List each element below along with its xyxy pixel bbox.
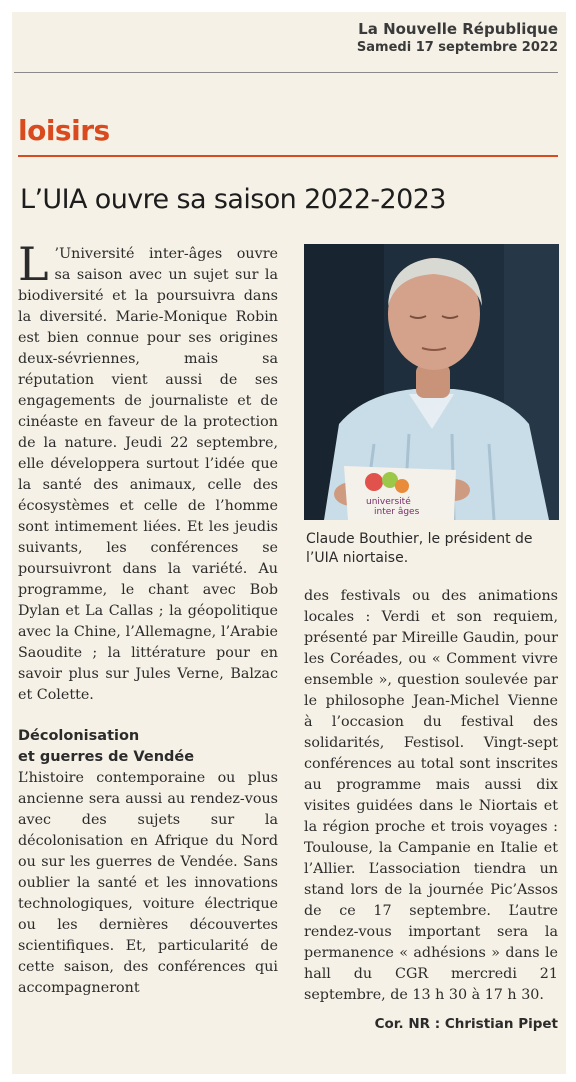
photo-caption: Claude Bouthier, le président de l’UIA niortaise. [306, 531, 533, 566]
newspaper-name: La Nouvelle République [358, 20, 558, 38]
brochure-text-2: inter âges [374, 507, 420, 517]
body-paragraph-left: L’histoire contemporaine ou plus ancienne sera aussi au rendez-vous avec des sujets sur la décolonisation en Afrique du Nord ou sur les guerres de Vendée. Sans oublier la santé et les innovations technologiques, voiture électrique ou les dernières découvertes scientifiques. Et, particularité de cette saison, des conférences qui accompagneront [18, 770, 278, 996]
section-label: loisirs [18, 114, 110, 147]
masthead [357, 20, 558, 56]
intro-text: ’Université inter-âges ouvre sa saison avec un sujet sur la biodiversité et la poursuivra dans la diversité. Marie-Monique Robin est bien connue pour ses origines deux-sévriennes, mais sa réputation vient aussi de ses engagements de journaliste et de cinéaste en faveur de la protection de la nature. Jeudi 22 septembre, elle développera surtout l’idée que la santé des animaux, celle des écosystèmes et celle de l’homme sont intimement liées. Et les jeudis suivants, les conférences se poursuivront dans la variété. Au programme, le chant avec Bob Dylan et La Callas ; la géopolitique avec la Chine, l’Allemagne, l’Arabie Saoudite ; la littérature pour en savoir plus sur Jules Verne, Balzac et Colette. [18, 246, 278, 703]
article-column-left [18, 237, 278, 999]
subheading-line-1: Décolonisation [18, 728, 140, 744]
article-photo [304, 244, 559, 520]
byline: Cor. NR : Christian Pipet [374, 1016, 558, 1032]
masthead-divider [14, 72, 558, 73]
publication-date: Samedi 17 septembre 2022 [356, 40, 558, 55]
article-subheading [18, 726, 278, 768]
brochure-text-1: université [366, 497, 411, 507]
body-paragraph-right: des festivals ou des animations locales : Verdi et son requiem, présenté par Mireille Gaudin, pour les Coréades, ou « Comment vivre ensemble », question soulevée par le philosophe Jean-Michel Vienne à l’occasion du festival des solidarités, Festisol. Vingt-sept conférences au total sont inscrites au programme mais aussi dix visites guidées dans le Niortais et la région proche et trois voyages : Toulouse, la Campanie en Italie et l’Allier. L’association tiendra un stand lors de la journée Pic’Assos de ce 17 septembre. L’autre rendez-vous important sera la permanence « adhésions » dans le hall du CGR mercredi 21 septembre, de 13 h 30 à 17 h 30. [304, 588, 558, 1003]
article-headline: L’UIA ouvre sa saison 2022-2023 [20, 184, 446, 215]
portrait-illustration [304, 244, 559, 520]
section-divider [18, 155, 558, 157]
article-column-right [304, 586, 558, 1035]
intro-paragraph [18, 237, 278, 706]
drop-cap: L [18, 237, 49, 291]
subheading-line-2: et guerres de Vendée [18, 749, 195, 765]
